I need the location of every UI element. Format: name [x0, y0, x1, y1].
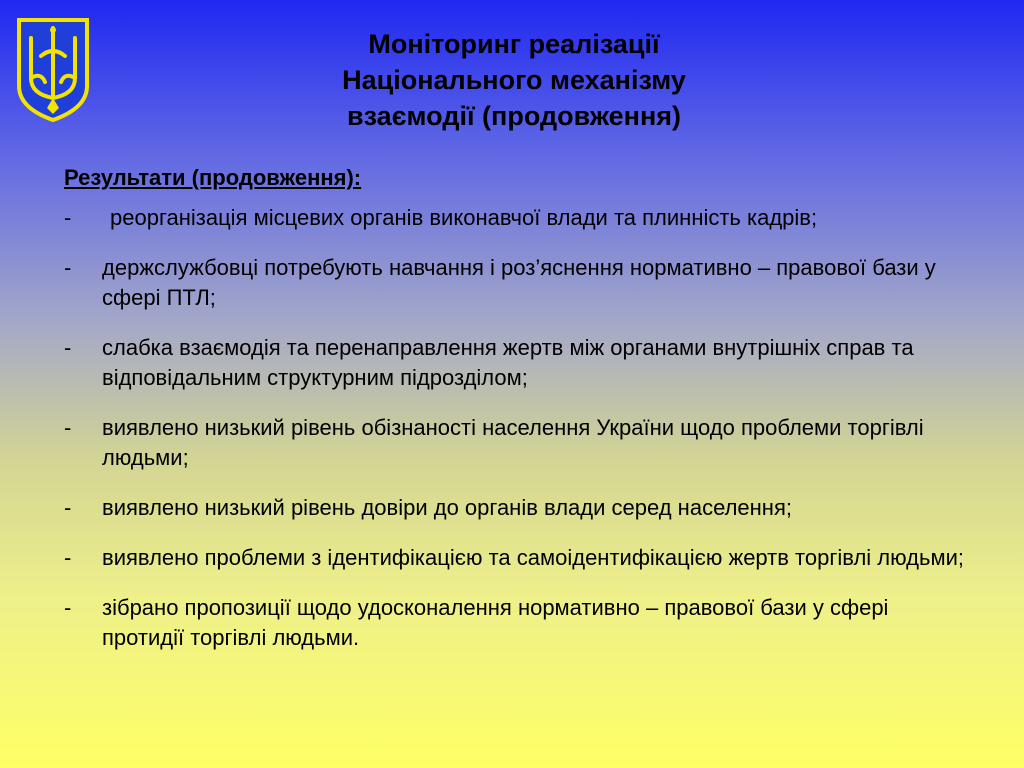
- list-item: [64, 203, 964, 233]
- list-item: [64, 493, 964, 523]
- list-item-text: виявлено низький рівень довіри до органів влади серед населення;: [102, 495, 792, 520]
- list-item-text: реорганізація місцевих органів виконавчої влади та плинність кадрів;: [110, 205, 818, 230]
- list-item: [64, 413, 964, 473]
- list-item-text: держслужбовці потребують навчання і роз’яснення нормативно – правової бази у сфері ПТЛ;: [102, 255, 936, 310]
- list-item: [64, 543, 964, 573]
- bullet-marker: -: [64, 495, 72, 520]
- bullet-marker: -: [64, 255, 72, 280]
- title-line-3: взаємодії (продовження): [346, 101, 682, 131]
- list-item: [64, 253, 964, 313]
- bullet-marker: -: [64, 205, 72, 230]
- section-heading: Результати (продовження):: [64, 165, 362, 190]
- results-list: [64, 203, 964, 673]
- list-item: [64, 593, 964, 653]
- bullet-marker: -: [64, 545, 72, 570]
- title-line-2: Національного механізму: [342, 65, 686, 95]
- bullet-marker: -: [64, 415, 72, 440]
- list-item: [64, 333, 964, 393]
- page-title: [200, 26, 828, 134]
- list-item-text: зібрано пропозиції щодо удосконалення нормативно – правової бази у сфері протидії торгівлі людьми.: [102, 595, 889, 650]
- bullet-marker: -: [64, 335, 72, 360]
- bullet-marker: -: [64, 595, 72, 620]
- list-item-text: виявлено низький рівень обізнаності населення України щодо проблеми торгівлі людьми;: [102, 415, 924, 470]
- list-item-text: виявлено проблеми з ідентифікацією та самоідентифікацією жертв торгівлі людьми;: [102, 545, 964, 570]
- title-line-1: Моніторинг реалізації: [368, 29, 660, 59]
- trident-coat-of-arms-icon: [15, 16, 91, 124]
- list-item-text: слабка взаємодія та перенаправлення жертв між органами внутрішніх справ та відповідальним структурним підрозділом;: [102, 335, 914, 390]
